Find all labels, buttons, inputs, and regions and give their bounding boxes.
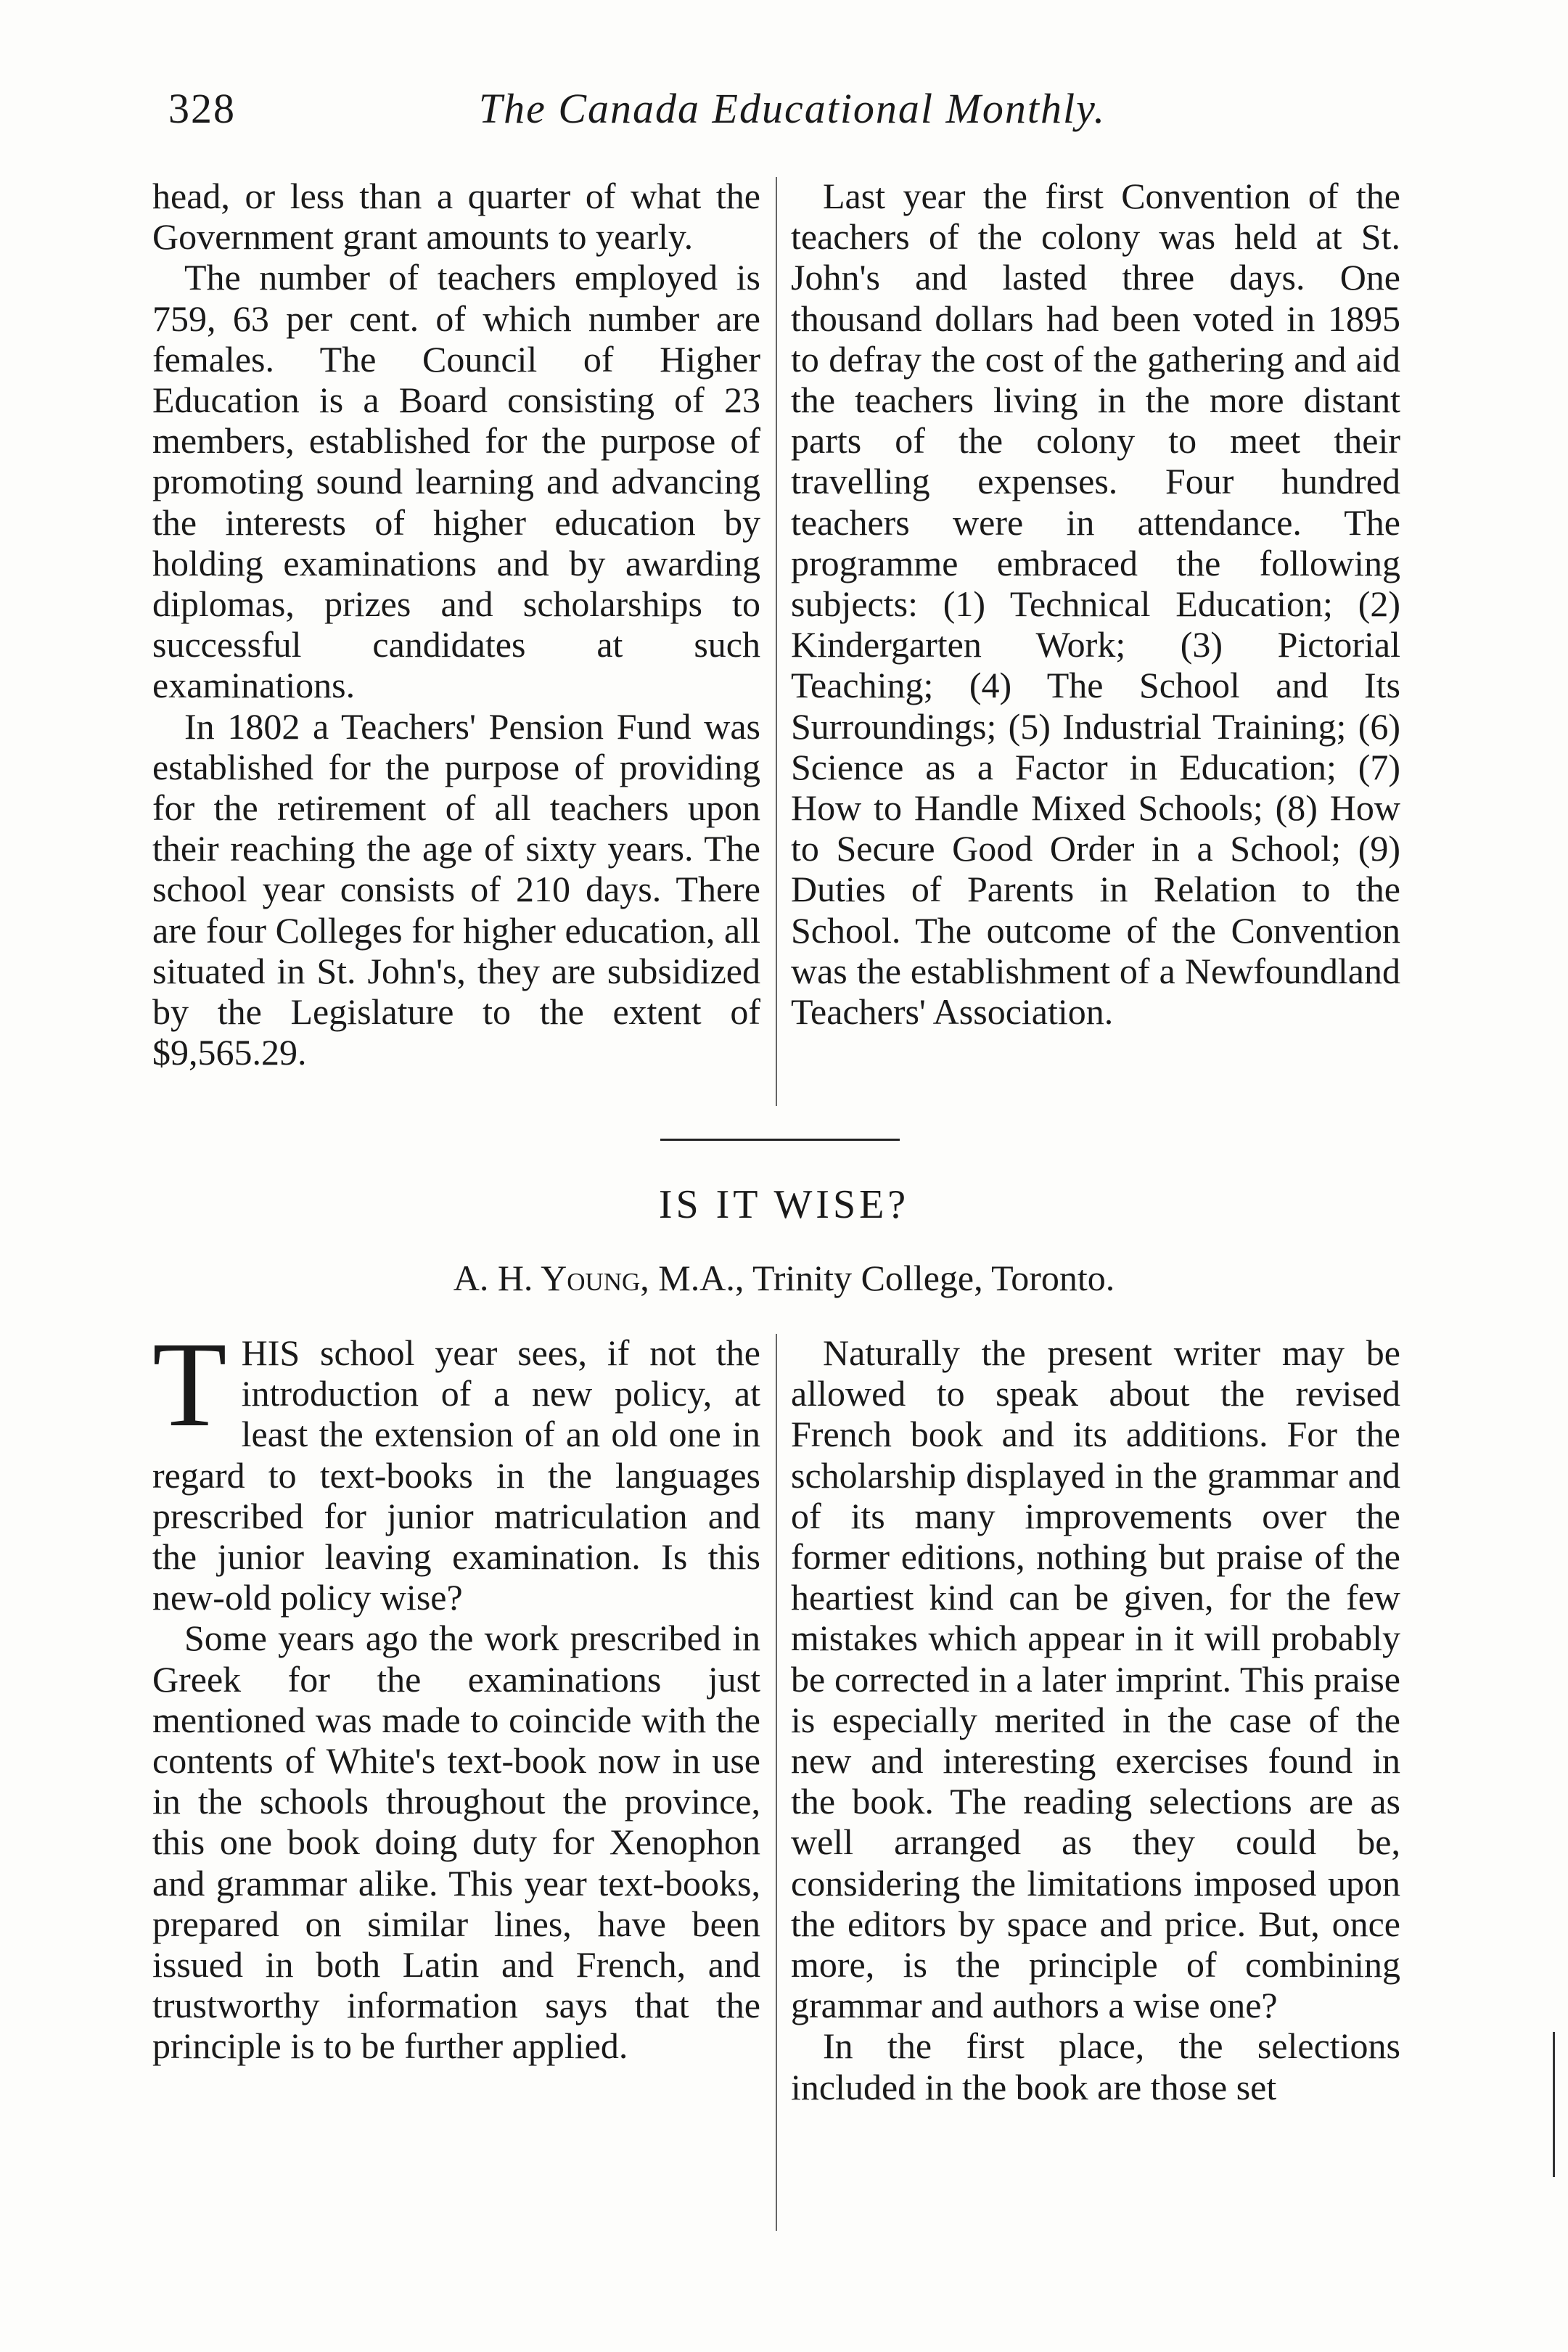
author-name: A. H. Young xyxy=(453,1258,641,1298)
paragraph xyxy=(152,1317,760,1618)
page-number: 328 xyxy=(168,85,236,132)
scan-edge-mark xyxy=(1553,2032,1555,2177)
byline xyxy=(0,1257,1568,1299)
article-right-column xyxy=(791,1332,1400,2107)
journal-title: The Canada Educational Monthly. xyxy=(478,85,1107,132)
article-left-column xyxy=(152,1317,760,2067)
running-head xyxy=(168,84,1416,142)
paragraph: head, or less than a quarter of what the Government grant amounts to yearly. xyxy=(152,176,760,258)
paragraph: Naturally the present writer may be allowed to speak about the revised French book and its additions. For the scholarship displayed in the grammar and of its many improvements over the former editions, nothing but praise of the heartiest kind can be given, for the few mistakes which appear in it will probably be corrected in a later imprint. This praise is especially merited in the case of the new and interesting exercises found in the book. The reading selections are as well arranged as they could be, considering the limitations imposed upon the editors by space and price. But, once more, is the principle of combining grammar and authors a wise one? xyxy=(791,1332,1400,2026)
top-left-column xyxy=(152,176,760,1073)
column-divider xyxy=(776,1334,777,2231)
paragraph: The number of teachers employed is 759, 63 per cent. of which number are females. The Council of Higher Education is a Board consisting of 23 members, established for the purpose of promoting sound learning and advancing the interests of higher education by holding examinations and by awarding diplomas, prizes and scholarships to successful candidates at such examinations. xyxy=(152,257,760,706)
section-divider xyxy=(660,1139,900,1141)
column-divider xyxy=(776,177,777,1106)
top-right-column xyxy=(791,176,1400,1032)
paragraph: Last year the first Convention of the teachers of the colony was held at St. John's and lasted three days. One thousand dollars had been voted in 1895 to defray the cost of the gathering and aid the teachers living in the more distant parts of the colony to meet their travelling expenses. Four hundred teachers were in attendance. The programme embraced the following subjects: (1) Technical Education; (2) Kindergarten Work; (3) Pictorial Teaching; (4) The School and Its Surroundings; (5) Industrial Training; (6) Science as a Factor in Education; (7) How to Handle Mixed Schools; (8) How to Secure Good Order in a School; (9) Duties of Parents in Relation to the School. The outcome of the Convention was the establishment of a Newfoundland Teachers' Association. xyxy=(791,176,1400,1033)
drop-cap: T xyxy=(152,1317,227,1452)
paragraph: Some years ago the work prescribed in Greek for the examinations just mentioned was made to coincide with the contents of White's text-book now in use in the schools throughout the province, this one book doing duty for Xenophon and grammar alike. This year text-books, prepared on similar lines, have been issued in both Latin and French, and trustworthy information says that the principle is to be further applied. xyxy=(152,1618,760,2067)
paragraph: In 1802 a Teachers' Pension Fund was established for the purpose of providing for the retirement of all teachers upon their reaching the age of sixty years. The school year consists of 210 days. There are four Colleges for higher education, all situated in St. John's, they are subsidized by the Legislature to the extent of $9,565.29. xyxy=(152,705,760,1073)
paragraph: In the first place, the selections included in the book are those set xyxy=(791,2025,1400,2107)
paragraph-text: HIS school year sees, if not the introduction of a new policy, at least the extension of an old one in regard to text-books in the languages prescribed for junior matriculation and the junior leaving examination. Is this new-old policy wise? xyxy=(152,1332,760,1618)
author-affiliation: , M.A., Trinity College, Toronto. xyxy=(640,1258,1115,1298)
article-title: IS IT WISE? xyxy=(658,1182,910,1227)
